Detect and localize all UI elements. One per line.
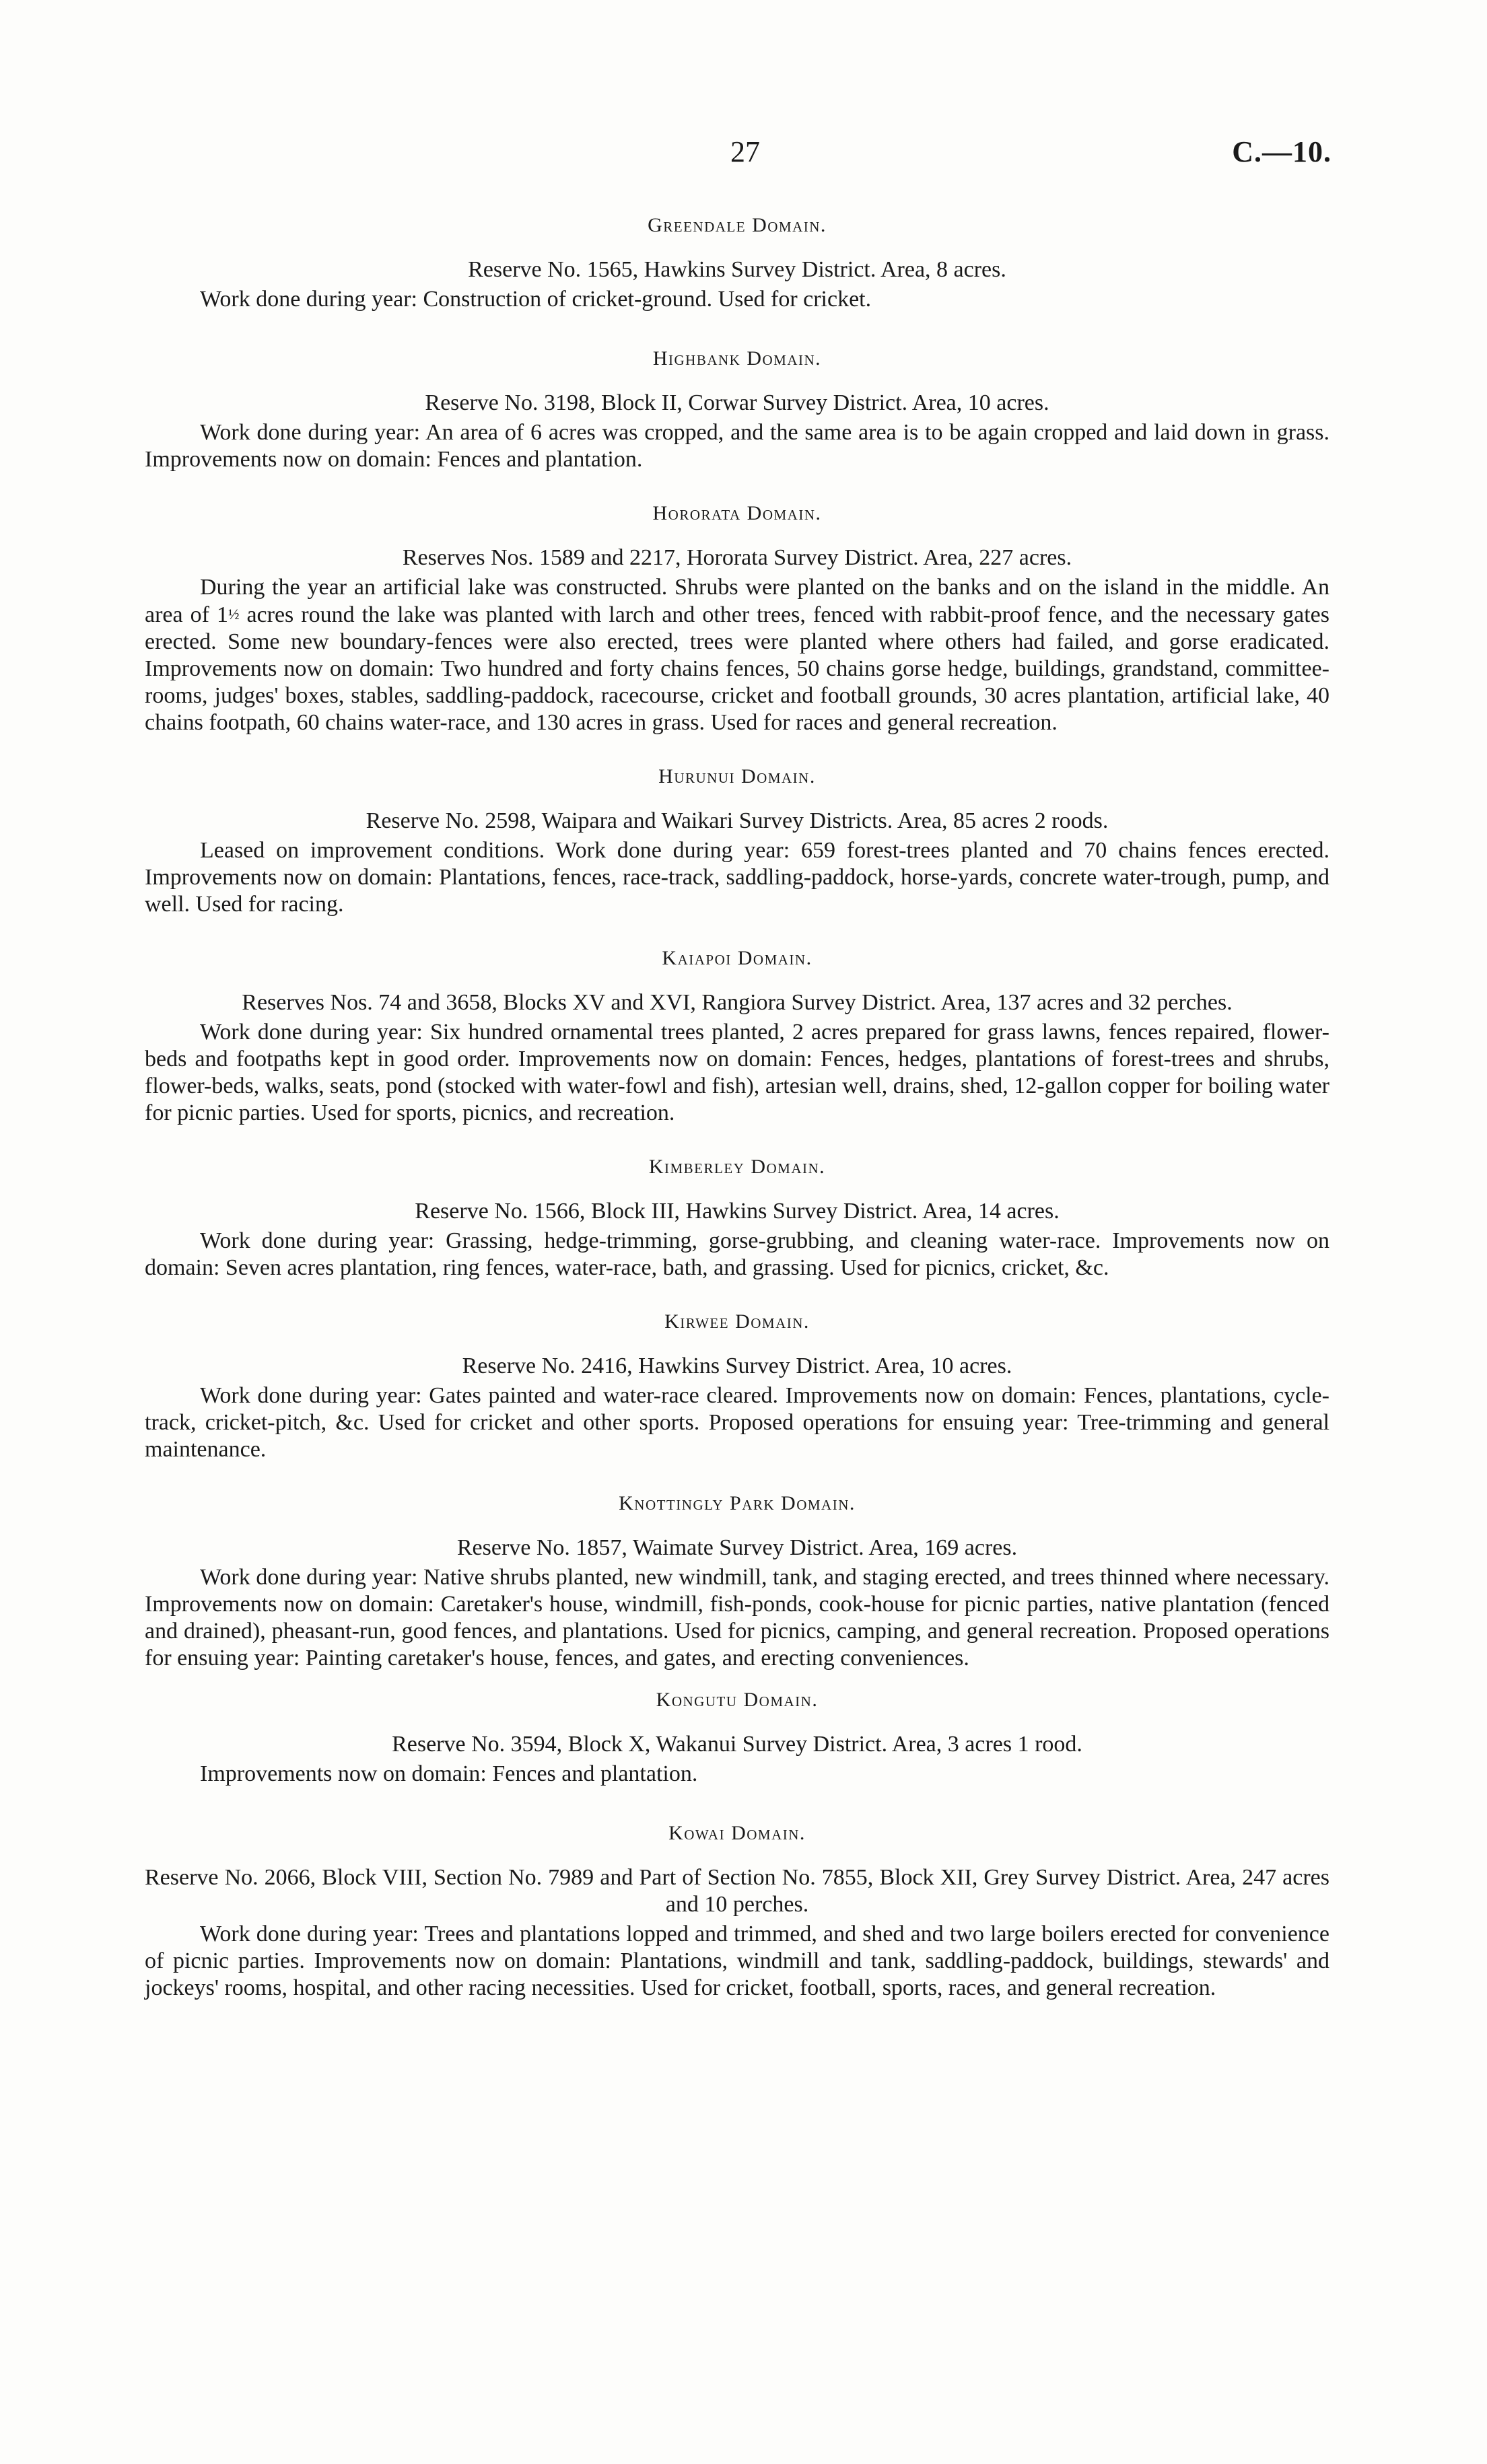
document-body	[145, 212, 1329, 2002]
section-paragraph: Improvements now on domain: Fences and plantation.	[200, 1761, 698, 1786]
section-paragraph: Work done during year: Native shrubs planted, new windmill, tank, and staging erected, and trees thinned where necessary. Improvements now on domain: Caretaker's house, windmill, fish-ponds, cook-house for picnic parties, native plantation (fenced and drained), pheasant-run, good fences, and plantations. Used for picnics, camping, and general recreation. Proposed operations for ensuing year: Painting caretaker's house, fences, and gates, and erecting conveniences.	[145, 1565, 1329, 1670]
section-title: Kongutu Domain.	[656, 1689, 819, 1711]
section-highbank-domain	[145, 345, 1329, 473]
document-reference: C.—10.	[1232, 135, 1332, 168]
reserve-line: Reserve No. 2598, Waipara and Waikari Survey Districts. Area, 85 acres 2 roods.	[366, 808, 1109, 833]
section-paragraph: Work done during year: Gates painted and water-race cleared. Improvements now on domain: Fences, plantations, cycle-track, cricket-pitch, &c. Used for cricket and other sports. Proposed operations for ensuing year: Tree-trimming and general maintenance.	[145, 1383, 1329, 1462]
reserve-line: Reserve No. 1565, Hawkins Survey District. Area, 8 acres.	[468, 257, 1006, 282]
fraction: ½	[228, 606, 240, 623]
reserve-line: Reserve No. 3198, Block II, Corwar Survey District. Area, 10 acres.	[425, 390, 1049, 415]
section-title: Greendale Domain.	[648, 214, 827, 236]
section-kongutu-domain	[145, 1687, 1329, 1788]
reserve-line: Reserves Nos. 74 and 3658, Blocks XV and XVI, Rangiora Survey District. Area, 137 acres and 32 perches.	[242, 990, 1233, 1015]
section-paragraph: Leased on improvement conditions. Work done during year: 659 forest-trees planted and 70 chains fences erected. Improvements now on domain: Plantations, fences, race-track, saddling-paddock, horse-yards, concrete water-trough, pump, and well. Used for racing.	[145, 838, 1329, 917]
section-title: Kaiapoi Domain.	[662, 947, 812, 969]
paragraph-text: acres round the lake was planted with larch and other trees, fenced with rabbit-proof fence, and the necessary gates erected. Some new boundary-fences were also erected, trees were planted where others had failed, and gorse eradicated. Improvements now on domain: Two hundred and forty chains fences, 50 chains gorse hedge, buildings, grandstand, committee-rooms, judges' boxes, stables, saddling-paddock, racecourse, cricket and football grounds, 30 acres plantation, artificial lake, 40 chains footpath, 60 chains water-race, and 130 acres in grass. Used for races and general recreation.	[145, 602, 1330, 735]
reserve-line: Reserve No. 2416, Hawkins Survey District. Area, 10 acres.	[462, 1353, 1012, 1378]
section-kaiapoi-domain	[145, 945, 1329, 1127]
section-title: Kowai Domain.	[668, 1822, 806, 1844]
page-header	[0, 135, 1487, 182]
section-paragraph: Work done during year: Six hundred ornamental trees planted, 2 acres prepared for grass lawns, fences repaired, flower-beds and footpaths kept in good order. Improvements now on domain: Fences, hedges, plantations of forest-trees and shrubs, flower-beds, walks, seats, pond (stocked with water-fowl and fish), artesian well, drains, shed, 12-gallon copper for boiling water for picnic parties. Used for sports, picnics, and recreation.	[145, 1020, 1329, 1125]
section-title: Kirwee Domain.	[664, 1310, 810, 1333]
section-title: Hororata Domain.	[652, 502, 822, 524]
section-kowai-domain	[145, 1820, 1329, 2002]
reserve-line: Reserve No. 3594, Block X, Wakanui Survey District. Area, 3 acres 1 rood.	[392, 1732, 1082, 1757]
section-hurunui-domain	[145, 763, 1329, 918]
page-number: 27	[730, 135, 760, 168]
reserve-line: Reserve No. 1857, Waimate Survey District. Area, 169 acres.	[456, 1535, 1018, 1560]
section-paragraph: Work done during year: Trees and plantations lopped and trimmed, and shed and two large boilers erected for convenience of picnic parties. Improvements now on domain: Plantations, windmill and tank, saddling-paddock, buildings, stewards' and jockeys' rooms, hospital, and other racing necessities. Used for cricket, football, sports, races, and general recreation.	[145, 1922, 1329, 2000]
section-paragraph: Work done during year: An area of 6 acres was cropped, and the same area is to be again cropped and laid down in grass. Improvements now on domain: Fences and plantation.	[145, 420, 1329, 472]
section-kirwee-domain	[145, 1308, 1329, 1463]
section-knottingly-park-domain	[145, 1490, 1329, 1672]
reserve-line: Reserve No. 1566, Block III, Hawkins Survey District. Area, 14 acres.	[415, 1199, 1060, 1224]
section-paragraph: Work done during year: Grassing, hedge-trimming, gorse-grubbing, and cleaning water-race. Improvements now on domain: Seven acres plantation, ring fences, water-race, bath, and grassing. Used for picnics, cricket, &c.	[145, 1228, 1329, 1280]
section-hororata-domain	[145, 500, 1329, 736]
section-greendale-domain	[145, 212, 1329, 313]
reserve-line: Reserve No. 2066, Block VIII, Section No. 7989 and Part of Section No. 7855, Block XII, Grey Survey District. Area, 247 acres and 10 perches.	[145, 1865, 1329, 1917]
section-title: Kimberley Domain.	[648, 1156, 826, 1178]
section-paragraph: Work done during year: Construction of cricket-ground. Used for cricket.	[200, 287, 872, 312]
section-title: Highbank Domain.	[652, 347, 822, 369]
section-title: Knottingly Park Domain.	[619, 1492, 856, 1514]
reserve-line: Reserves Nos. 1589 and 2217, Hororata Survey District. Area, 227 acres.	[402, 545, 1072, 570]
section-paragraph	[145, 574, 1329, 736]
paragraph-text: During the year an artificial lake was constructed. Shrubs were planted on the banks and on the island in the middle. An area of 1	[145, 575, 1329, 627]
section-title: Hurunui Domain.	[658, 765, 816, 787]
section-kimberley-domain	[145, 1154, 1329, 1281]
